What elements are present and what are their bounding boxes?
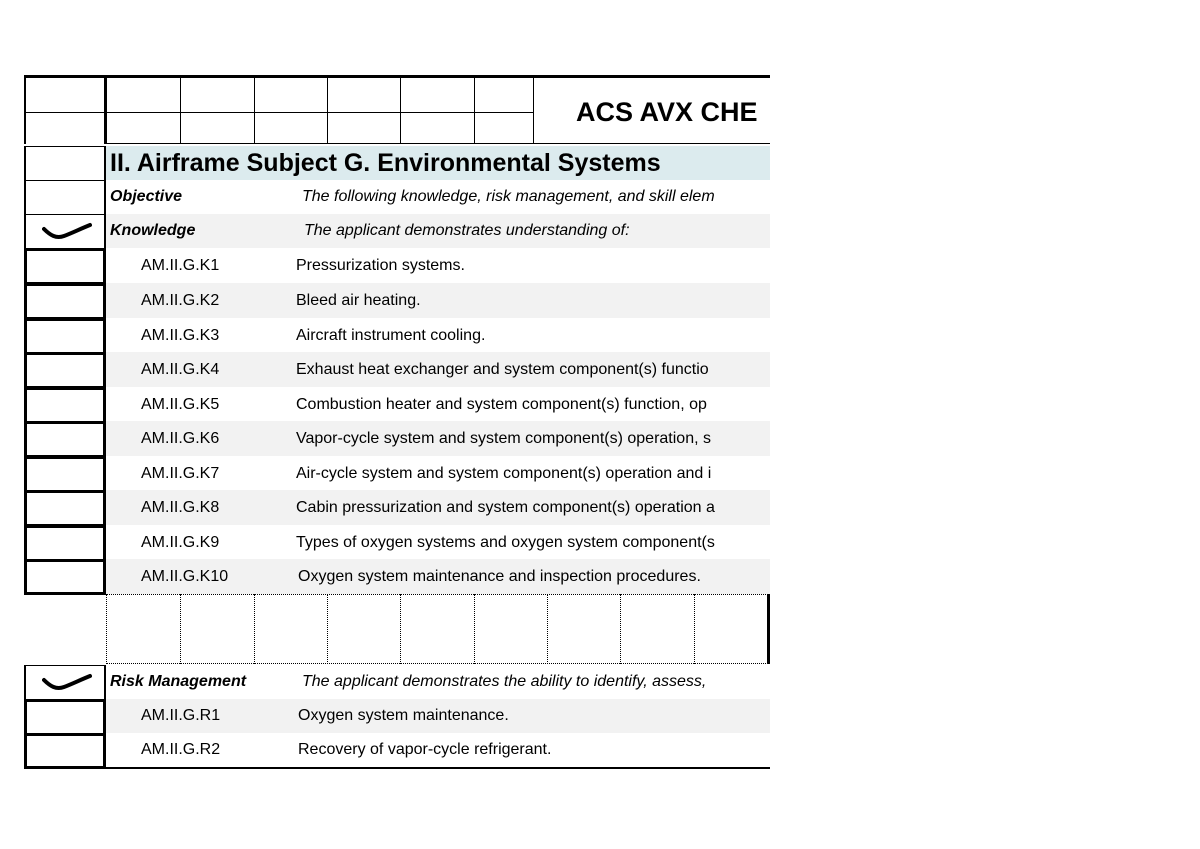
header-cell bbox=[106, 112, 181, 144]
knowledge-intro: The applicant demonstrates understanding of: bbox=[304, 222, 630, 239]
item-code: AM.II.G.K10 bbox=[141, 568, 229, 585]
item-description: Types of oxygen systems and oxygen system component(s bbox=[296, 534, 715, 551]
item-code: AM.II.G.K1 bbox=[141, 257, 220, 274]
item-code: AM.II.G.K4 bbox=[141, 361, 220, 378]
knowledge-row bbox=[24, 318, 770, 353]
objective-label: Objective bbox=[110, 188, 183, 205]
item-code: AM.II.G.K9 bbox=[141, 534, 220, 551]
checklist-table bbox=[24, 75, 770, 770]
item-code: AM.II.G.K6 bbox=[141, 430, 220, 447]
item-description: Oxygen system maintenance and inspection procedures. bbox=[298, 568, 701, 585]
header-cell bbox=[400, 77, 475, 113]
item-description: Exhaust heat exchanger and system component(s) functio bbox=[296, 361, 709, 378]
risk-label: Risk Management bbox=[110, 673, 247, 690]
knowledge-header-row bbox=[24, 214, 770, 248]
item-description: Vapor-cycle system and system component(s) operation, s bbox=[296, 430, 711, 447]
item-description: Recovery of vapor-cycle refrigerant. bbox=[298, 741, 552, 758]
risk-intro: The applicant demonstrates the ability to identify, assess, bbox=[302, 673, 707, 690]
risk-row bbox=[24, 733, 770, 767]
section-title: II. Airframe Subject G. Environmental Systems bbox=[110, 149, 661, 177]
item-description: Pressurization systems. bbox=[296, 257, 465, 274]
item-description: Cabin pressurization and system component(s) operation a bbox=[296, 499, 715, 516]
grid-right-rule bbox=[767, 594, 770, 664]
item-checkbox[interactable] bbox=[24, 525, 106, 562]
header-cell bbox=[474, 112, 534, 144]
objective-left-box bbox=[24, 180, 106, 214]
blank-grid-row bbox=[24, 594, 770, 665]
item-checkbox[interactable] bbox=[24, 456, 106, 493]
grid-cell bbox=[106, 594, 181, 664]
risk-header-row bbox=[24, 665, 770, 699]
knowledge-row bbox=[24, 283, 770, 318]
grid-cell bbox=[694, 594, 768, 664]
knowledge-row bbox=[24, 352, 770, 387]
grid-cell bbox=[180, 594, 255, 664]
item-checkbox[interactable] bbox=[24, 490, 106, 527]
check-mark-icon bbox=[42, 221, 92, 243]
item-checkbox[interactable] bbox=[24, 421, 106, 458]
item-checkbox[interactable] bbox=[24, 733, 106, 769]
knowledge-row bbox=[24, 248, 770, 283]
risk-row bbox=[24, 699, 770, 733]
item-code: AM.II.G.K8 bbox=[141, 499, 220, 516]
item-description: Bleed air heating. bbox=[296, 292, 421, 309]
header-cell bbox=[327, 77, 401, 113]
item-checkbox[interactable] bbox=[24, 699, 106, 736]
knowledge-row bbox=[24, 559, 770, 594]
knowledge-row bbox=[24, 456, 770, 491]
objective-row bbox=[24, 180, 770, 214]
item-description: Aircraft instrument cooling. bbox=[296, 327, 486, 344]
grid-cell bbox=[620, 594, 695, 664]
item-checkbox[interactable] bbox=[24, 387, 106, 424]
item-code: AM.II.G.K5 bbox=[141, 396, 220, 413]
checklist-title: ACS AVX CHE bbox=[576, 97, 758, 127]
grid-cell bbox=[474, 594, 548, 664]
item-code: AM.II.G.K3 bbox=[141, 327, 220, 344]
objective-text: The following knowledge, risk management, and skill elem bbox=[302, 188, 715, 205]
header-cell bbox=[474, 77, 534, 113]
knowledge-label: Knowledge bbox=[110, 222, 196, 239]
check-mark-icon bbox=[42, 672, 92, 694]
item-code: AM.II.G.R2 bbox=[141, 741, 221, 758]
header-cell bbox=[180, 112, 255, 144]
item-description: Air-cycle system and system component(s) operation and i bbox=[296, 465, 712, 482]
section-title-row bbox=[24, 146, 770, 180]
item-description: Oxygen system maintenance. bbox=[298, 707, 509, 724]
item-code: AM.II.G.K2 bbox=[141, 292, 220, 309]
item-description: Combustion heater and system component(s) function, op bbox=[296, 396, 707, 413]
item-code: AM.II.G.R1 bbox=[141, 707, 221, 724]
header-left-box bbox=[24, 77, 106, 113]
item-checkbox[interactable] bbox=[24, 248, 106, 285]
header-cell bbox=[254, 77, 328, 113]
header-cell bbox=[327, 112, 401, 144]
item-checkbox[interactable] bbox=[24, 283, 106, 320]
item-checkbox[interactable] bbox=[24, 318, 106, 355]
grid-cell bbox=[254, 594, 328, 664]
knowledge-row bbox=[24, 387, 770, 422]
header-cell bbox=[106, 77, 181, 113]
item-code: AM.II.G.K7 bbox=[141, 465, 220, 482]
knowledge-row bbox=[24, 490, 770, 525]
table-bottom-border bbox=[24, 767, 770, 769]
knowledge-row bbox=[24, 525, 770, 560]
header-left-box bbox=[24, 112, 106, 144]
grid-cell bbox=[400, 594, 475, 664]
knowledge-row bbox=[24, 421, 770, 456]
item-checkbox[interactable] bbox=[24, 352, 106, 389]
grid-cell bbox=[547, 594, 621, 664]
header-cell bbox=[400, 112, 475, 144]
section-left-box bbox=[24, 146, 106, 180]
item-checkbox[interactable] bbox=[24, 559, 106, 595]
grid-cell bbox=[327, 594, 401, 664]
header-cell bbox=[180, 77, 255, 113]
header-cell bbox=[254, 112, 328, 144]
